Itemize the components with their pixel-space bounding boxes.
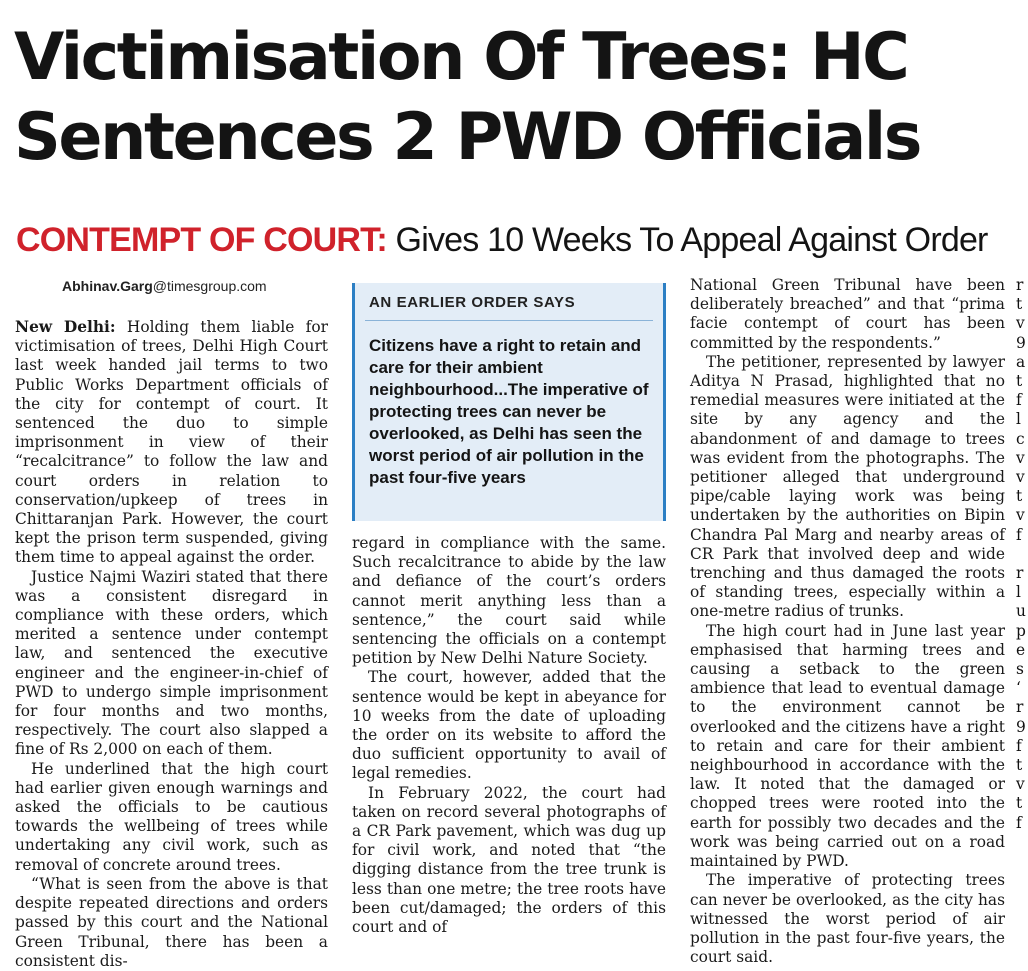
edge-glyph: v [1016,468,1025,487]
edge-glyph: t [1016,295,1023,314]
edge-glyph: u [1016,602,1026,621]
edge-glyph: t [1016,756,1023,775]
byline-email-domain: @timesgroup.com [152,278,267,294]
edge-glyph: t [1016,794,1023,813]
headline [14,18,1014,178]
byline-name: Abhinav.Garg [62,278,153,294]
edge-glyph: c [1016,429,1025,448]
edge-glyph [1016,545,1028,564]
edge-glyph: p [1016,621,1026,640]
paragraph: regard in compliance with the same. Such recalcitrance to abide by the law and defiance of the court’s orders cannot merit anything less than a sentence,” the court said while sentencing the officials on a contempt petition by New Delhi Nature Society. [352,534,666,668]
edge-glyph: f [1016,525,1022,544]
edge-glyph: t [1016,487,1023,506]
dateline: New Delhi: [15,318,116,336]
paragraph [15,318,328,568]
edge-glyph: f [1016,813,1022,832]
deck-kicker: CONTEMPT OF COURT: [16,221,387,259]
edge-glyph: r [1016,276,1024,294]
paragraph: The court, however, added that the sentence would be kept in abeyance for 10 weeks from the date of uploading the order on its website to afford the duo sufficient opportunity to avail of legal remedies. [352,668,666,783]
edge-glyph: v [1016,775,1025,794]
article-column-2 [352,534,666,937]
headline-line-2: Sentences 2 PWD Officials [14,100,921,175]
article-column-3 [690,276,1005,967]
pull-quote-heading: AN EARLIER ORDER SAYS [369,294,576,311]
edge-glyph: v [1016,506,1025,525]
edge-glyph: f [1016,736,1022,755]
edge-glyph: l [1016,410,1021,429]
edge-glyph: v [1016,448,1025,467]
paragraph: The imperative of protecting trees can never be overlooked, as the city has witnessed the worst period of air pollution in the past four-five years, the court said. [690,871,1005,967]
paragraph: The petitioner, represented by lawyer Aditya N Prasad, highlighted that no remedial measures were initiated at the site by any agency and the abandonment of and damage to trees was evident from the photographs. The petitioner alleged that underground pipe/cable laying work was being undertaken by the authorities on Bipin Chandra Pal Marg and nearby areas of CR Park that involved deep and wide trenching and thus damaged the roots of standing trees, especially within a one-metre radius of trunks. [690,352,1005,621]
edge-glyph: r [1016,698,1024,717]
edge-glyph: v [1016,314,1025,333]
edge-glyph: 9 [1016,717,1026,736]
pull-quote-text: Citizens have a right to retain and care for their ambient neighbourhood...The imperative of protecting trees can never be overlooked, as Delhi has seen the worst period of air pollution in the past four-five years [369,336,649,487]
pull-quote-box [352,283,666,521]
edge-glyph: e [1016,640,1026,659]
edge-glyph: t [1016,372,1023,391]
deck-text: Gives 10 Weeks To Appeal Against Order [386,221,988,259]
paragraph: Justice Najmi Waziri stated that there was a consistent disregard in compliance with these orders, which merited a sentence under contempt law, and sentenced the executive engineer and the engineer-in-chief of PWD to undergo simple imprisonment for four months and two months, respectively. The court also slapped a fine of Rs 2,000 on each of them. [15,567,328,759]
edge-glyph: s [1016,660,1024,679]
subheadline [16,218,1016,262]
edge-glyph: l [1016,583,1021,602]
paragraph: “What is seen from the above is that despite repeated directions and orders passed by this court and the National Green Tribunal, there has been a consistent dis- [15,874,328,970]
paragraph-text: Holding them liable for victimisation of trees, Delhi High Court last week handed jail terms to two Public Works Department officials of the city for contempt of court. It sentenced the duo to simple imprisonment in view of their “recalcitrance” to follow the law and court orders in relation to conservation/upkeep of trees in Chittaranjan Park. However, the court kept the prison term suspended, giving them time to appeal against the order. [15,318,328,567]
article-column-1 [15,318,328,971]
paragraph: In February 2022, the court had taken on record several photographs of a CR Park pavement, which was dug up for civil work, and noted that “the digging distance from the tree trunk is less than one metre; the tree roots have been cut/damaged; the orders of this court and of [352,783,666,937]
edge-glyph: f [1016,391,1022,410]
edge-glyph: a [1016,352,1026,371]
paragraph: He underlined that the high court had earlier given enough warnings and asked the officials to be cautious towards the wellbeing of trees while undertaking any civil work, such as removal of concrete around trees. [15,759,328,874]
paragraph: National Green Tribunal have been deliberately breached” and that “prima facie contempt of court has been committed by the respondents.” [690,276,1005,352]
byline [62,278,267,294]
edge-glyph: ‘ [1016,679,1021,698]
paragraph: The high court had in June last year emphasised that harming trees and causing a setback to the green ambience that lead to eventual damage to the environment cannot be overlooked and the citizens have a right to retain and care for their ambient neighbourhood in accordance with the law. It noted that the damaged or chopped trees were rooted into the earth for possibly two decades and the work was being carried out on a road maintained by PWD. [690,621,1005,871]
cropped-next-column [1016,276,1028,833]
edge-glyph: r [1016,564,1024,583]
edge-glyph: 9 [1016,333,1026,352]
headline-line-1: Victimisation Of Trees: HC [14,20,908,95]
